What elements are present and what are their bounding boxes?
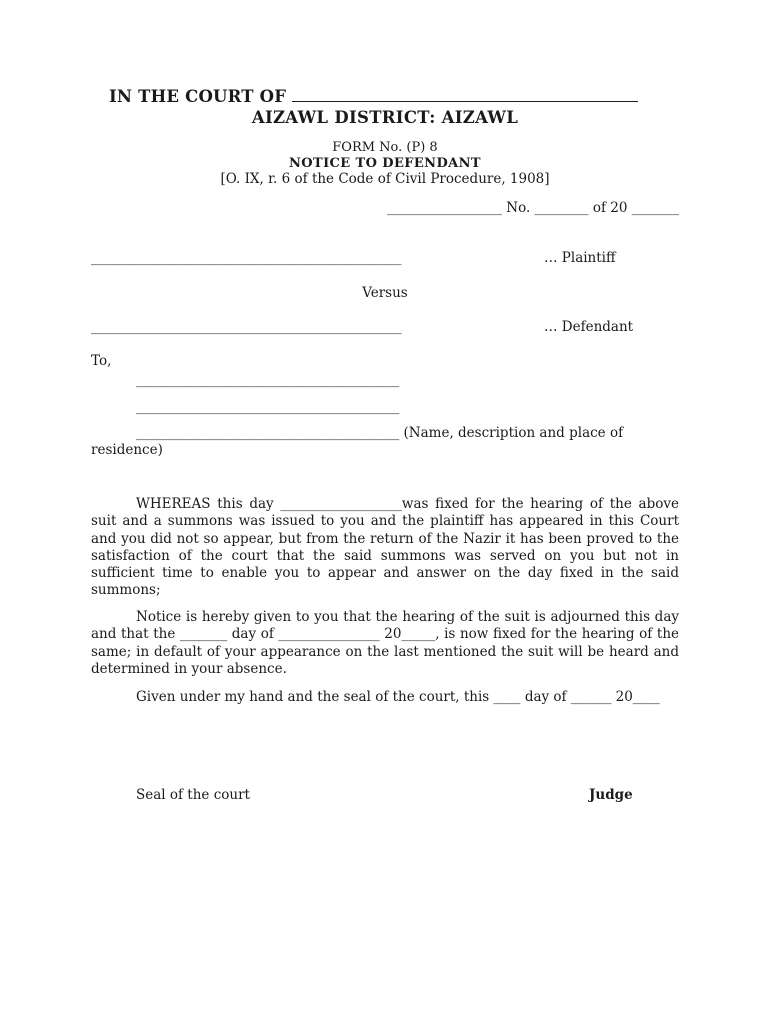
- suit-number-line: _________________ No. ________ of 20 _______: [387, 200, 679, 216]
- notice-title: NOTICE TO DEFENDANT: [289, 156, 481, 171]
- defendant-name-blank: ______________________________________________: [91, 319, 402, 335]
- address-line-3-continuation: residence): [91, 442, 163, 458]
- address-line-2: _______________________________________: [136, 399, 400, 415]
- given-under-hand-paragraph: Given under my hand and the seal of the court, this ____ day of ______ 20____: [136, 689, 660, 705]
- notice-paragraph: Notice is hereby given to you that the hearing of the suit is adjourned this day and that the _______ day of _______________ 20_____, is now fixed for the hearing of the same; in default of your appearance on the last mentioned the suit will be heard and determined in your absence.: [91, 609, 679, 677]
- plaintiff-name-blank: ______________________________________________: [91, 250, 402, 266]
- court-name-blank: [292, 101, 638, 102]
- to-label: To,: [91, 353, 112, 369]
- district-title: AIZAWL DISTRICT: AIZAWL: [251, 108, 519, 127]
- versus-label: Versus: [362, 285, 408, 301]
- court-title: [109, 87, 638, 106]
- court-title-text: IN THE COURT OF: [109, 87, 287, 106]
- judge-label: Judge: [589, 787, 633, 803]
- whereas-paragraph: WHEREAS this day __________________was fixed for the hearing of the above suit and a summons was issued to you and the plaintiff has appeared in this Court and you did not so appear, but from the return of the Nazir it has been proved to the satisfaction of the court that the said summons was served on you but not in sufficient time to enable you to appear and answer on the day fixed in the said summons;: [91, 496, 679, 599]
- address-line-3: _______________________________________ (Name, description and place of: [136, 425, 624, 441]
- form-number: FORM No. (P) 8: [332, 140, 438, 155]
- order-reference: [O. IX, r. 6 of the Code of Civil Procedure, 1908]: [220, 171, 550, 187]
- plaintiff-label: … Plaintiff: [544, 250, 616, 266]
- defendant-label: … Defendant: [544, 319, 634, 335]
- address-line-1: _______________________________________: [136, 372, 400, 388]
- seal-of-court-label: Seal of the court: [136, 787, 250, 803]
